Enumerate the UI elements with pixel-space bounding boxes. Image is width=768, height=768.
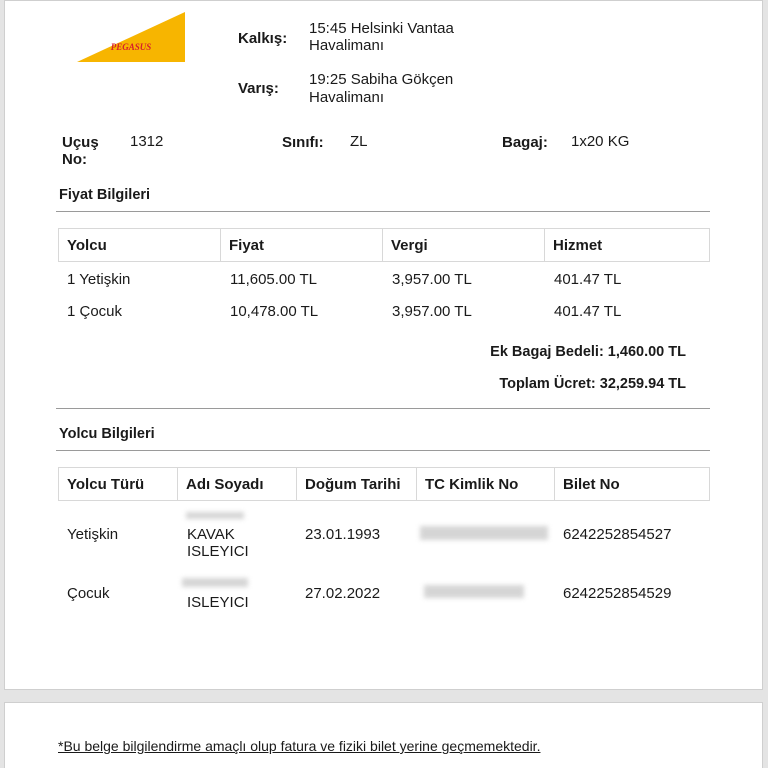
arrival-time-airport: 19:25 Sabiha Gökçen <box>309 71 454 88</box>
col-birth-date: Doğum Tarihi <box>297 468 417 500</box>
passenger-table-header <box>58 467 710 501</box>
divider <box>56 211 710 212</box>
passenger2-type: Çocuk <box>67 585 110 602</box>
price-row1-service: 401.47 TL <box>554 271 622 288</box>
departure-label: Kalkış: <box>238 30 288 47</box>
passenger2-ticket-no: 6242252854529 <box>563 585 672 602</box>
passenger1-type: Yetişkin <box>67 526 119 543</box>
arrival-label: Varış: <box>238 80 279 97</box>
price-table-header <box>58 228 710 262</box>
price-row1-tax: 3,957.00 TL <box>392 271 472 288</box>
departure-airport-line2: Havalimanı <box>309 37 385 54</box>
passenger1-name-line1: KAVAK <box>187 526 235 543</box>
price-row2-price: 10,478.00 TL <box>230 303 319 320</box>
total-price: Toplam Ücret: 32,259.94 TL <box>499 376 686 392</box>
flight-no-label-line2: No: <box>62 151 87 168</box>
flight-no-label: Uçuş <box>62 134 99 151</box>
baggage-label: Bagaj: <box>502 134 548 151</box>
col-id-number: TC Kimlik No <box>417 468 555 500</box>
passenger2-birth-date: 27.02.2022 <box>305 585 381 602</box>
divider <box>56 450 710 451</box>
col-price: Fiyat <box>221 229 383 261</box>
col-tax: Vergi <box>383 229 545 261</box>
class-value: ZL <box>350 133 368 150</box>
note-page <box>4 702 763 768</box>
price-row1-price: 11,605.00 TL <box>230 271 318 288</box>
price-row2-service: 401.47 TL <box>554 303 622 320</box>
arrival-airport-line2: Havalimanı <box>309 89 385 106</box>
extra-baggage-fee: Ek Bagaj Bedeli: 1,460.00 TL <box>490 344 686 360</box>
passenger1-birth-date: 23.01.1993 <box>305 526 381 543</box>
baggage-value: 1x20 KG <box>571 133 630 150</box>
divider <box>56 408 710 409</box>
col-ticket-no: Bilet No <box>563 476 620 493</box>
price-info-title: Fiyat Bilgileri <box>59 187 151 203</box>
price-row1-passenger: 1 Yetişkin <box>67 271 131 288</box>
redacted-name <box>186 512 244 519</box>
class-label: Sınıfı: <box>282 134 324 151</box>
departure-time-airport: 15:45 Helsinki Vantaa <box>309 20 454 37</box>
redacted-id-number <box>424 585 524 598</box>
pegasus-logo <box>77 12 185 62</box>
price-row2-passenger: 1 Çocuk <box>67 303 123 320</box>
col-passenger: Yolcu <box>59 229 221 261</box>
passenger2-name-line2: ISLEYICI <box>187 594 249 611</box>
disclaimer-note: *Bu belge bilgilendirme amaçlı olup fatura ve fiziki bilet yerine geçmemektedir. <box>58 738 541 754</box>
passenger1-name-line2: ISLEYICI <box>187 543 249 560</box>
passenger1-ticket-no: 6242252854527 <box>563 526 672 543</box>
col-passenger-type: Yolcu Türü <box>59 468 178 500</box>
logo-text: PEGASUS <box>110 42 152 52</box>
price-row2-tax: 3,957.00 TL <box>392 303 472 320</box>
col-full-name: Adı Soyadı <box>178 468 297 500</box>
col-service: Hizmet <box>553 237 603 254</box>
flight-no-value: 1312 <box>130 133 164 150</box>
redacted-id-number <box>420 526 548 540</box>
passenger-info-title: Yolcu Bilgileri <box>59 426 155 442</box>
redacted-name <box>182 578 248 587</box>
